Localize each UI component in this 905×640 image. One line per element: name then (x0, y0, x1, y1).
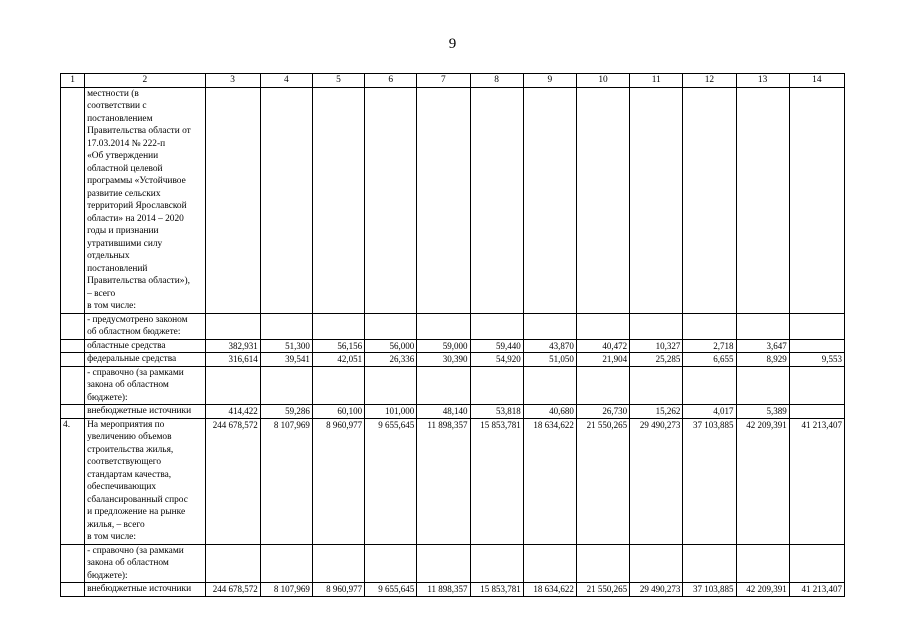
value-cell: 21,904 (576, 353, 629, 367)
description-line: утратившими силу (87, 238, 163, 249)
description-line: Правительства области»), (87, 276, 190, 286)
value-cell: 316,614 (205, 353, 260, 367)
description-line: обеспечивающих (87, 482, 157, 492)
value-cell: 59,440 (470, 339, 523, 353)
value-cell: 40,680 (523, 405, 576, 419)
value-cell: 42,051 (312, 353, 364, 367)
description-line: стандартам качества, (87, 469, 172, 480)
value-cell: 21 550,265 (576, 583, 629, 597)
row-number-cell (61, 353, 85, 367)
value-cell: 59,286 (260, 405, 312, 419)
description-line: – всего (87, 288, 116, 299)
description-line: годы и признании (87, 226, 159, 236)
column-number-cell: 5 (312, 74, 364, 88)
column-number-row (61, 74, 845, 88)
column-number-cell: 12 (683, 74, 736, 88)
total-value-cell: 11 898,357 (417, 418, 470, 544)
total-value-cell: 21 550,265 (576, 418, 629, 544)
value-cell: 9 655,645 (365, 583, 417, 597)
column-number-cell: 14 (789, 74, 844, 88)
description-line: постановлений (87, 263, 148, 274)
value-cell: 414,422 (205, 405, 260, 419)
value-cell: 43,870 (523, 339, 576, 353)
value-cell: 8 960,977 (312, 583, 364, 597)
description-line: соответствующего (87, 457, 162, 467)
column-number-cell: 4 (260, 74, 312, 88)
description-line: бюджете): (87, 392, 128, 403)
value-cell: 18 634,622 (523, 583, 576, 597)
section3-provided-row (61, 313, 845, 339)
federal-funds-row (61, 353, 845, 367)
value-cell: 6,655 (683, 353, 736, 367)
total-value-cell: 37 103,885 (683, 418, 736, 544)
section3-description (85, 87, 205, 313)
value-cell: 11 898,357 (417, 583, 470, 597)
value-cell: 30,390 (417, 353, 470, 367)
total-value-cell: 42 209,391 (736, 418, 789, 544)
description-line: программы «Устойчивое (87, 176, 186, 186)
extrabudget-sources-row (61, 405, 845, 419)
value-cell: 56,156 (312, 339, 364, 353)
value-cell: 40,472 (576, 339, 629, 353)
description-line: постановлением (87, 113, 153, 124)
row-number-cell (61, 583, 85, 597)
total-value-cell: 9 655,645 (365, 418, 417, 544)
column-number-cell: 10 (576, 74, 629, 88)
column-number-cell: 7 (417, 74, 470, 88)
value-cell: 56,000 (365, 339, 417, 353)
description-line: 17.03.2014 № 222-п (87, 138, 166, 149)
value-cell: 42 209,391 (736, 583, 789, 597)
description-line: сбалансированный спрос (87, 494, 188, 505)
total-value-cell: 29 490,273 (630, 418, 683, 544)
description-line: территорий Ярославской (87, 201, 187, 211)
description-line: закона об областном (87, 380, 169, 390)
description-line: «Об утверждении (87, 151, 159, 161)
value-cell: 60,100 (312, 405, 364, 419)
section4-total-row (61, 418, 845, 544)
row-number-cell: 4. (61, 418, 85, 544)
value-cell: 54,920 (470, 353, 523, 367)
value-cell: 2,718 (683, 339, 736, 353)
value-cell: 37 103,885 (683, 583, 736, 597)
value-cell: 3,647 (736, 339, 789, 353)
description-line: Правительства области от (87, 126, 191, 136)
description-line: отдельных (87, 251, 130, 261)
description-line: - предусмотрено законом (87, 314, 188, 325)
description-line: строительства жилья, (87, 444, 174, 455)
column-number-cell: 3 (205, 74, 260, 88)
value-cell: 41 213,407 (789, 583, 844, 597)
description-line: местности (в (87, 88, 139, 99)
column-number-cell: 11 (630, 74, 683, 88)
value-cell: 48,140 (417, 405, 470, 419)
value-cell: 29 490,273 (630, 583, 683, 597)
row-number-cell (61, 405, 85, 419)
value-cell: 5,389 (736, 405, 789, 419)
description-line: На мероприятия по (87, 419, 165, 430)
budget-table (60, 73, 845, 597)
value-cell: 39,541 (260, 353, 312, 367)
value-cell: 51,050 (523, 353, 576, 367)
value-cell: 382,931 (205, 339, 260, 353)
value-cell (789, 405, 844, 419)
extrabudget-sources-row (61, 583, 845, 597)
total-value-cell: 15 853,781 (470, 418, 523, 544)
value-cell: 8,929 (736, 353, 789, 367)
description-line: увеличению объемов (87, 432, 172, 442)
value-cell: 25,285 (630, 353, 683, 367)
page-number: 9 (448, 36, 457, 52)
value-cell: 244 678,572 (205, 583, 260, 597)
value-cell: 26,730 (576, 405, 629, 419)
reference-label (85, 366, 205, 405)
column-number-cell: 6 (365, 74, 417, 88)
column-number-cell: 2 (85, 74, 205, 88)
section4-description (85, 418, 205, 544)
section3-reference-row (61, 366, 845, 405)
row-label: внебюджетные источники (85, 583, 205, 597)
total-value-cell: 18 634,622 (523, 418, 576, 544)
value-cell: 10,327 (630, 339, 683, 353)
value-cell (789, 339, 844, 353)
description-line: в том числе: (87, 301, 136, 311)
description-line: жилья, – всего (87, 519, 145, 530)
row-label: внебюджетные источники (85, 405, 205, 419)
description-line: - справочно (за рамками (87, 545, 184, 556)
description-line: области» на 2014 – 2020 (87, 213, 184, 224)
provided-by-law-label (85, 313, 205, 339)
column-number-cell: 9 (523, 74, 576, 88)
description-line: соответствии с (87, 101, 147, 111)
value-cell: 101,000 (365, 405, 417, 419)
total-value-cell: 8 960,977 (312, 418, 364, 544)
column-number-cell: 8 (470, 74, 523, 88)
description-line: развитие сельских (87, 188, 161, 199)
total-value-cell: 41 213,407 (789, 418, 844, 544)
value-cell: 53,818 (470, 405, 523, 419)
description-line: в том числе: (87, 532, 136, 542)
row-label: областные средства (85, 339, 205, 353)
description-line: и предложение на рынке (87, 507, 186, 517)
value-cell: 51,300 (260, 339, 312, 353)
description-line: областной целевой (87, 163, 163, 174)
description-line: - справочно (за рамками (87, 367, 184, 378)
section3-description-row (61, 87, 845, 313)
value-cell: 8 107,969 (260, 583, 312, 597)
value-cell: 59,000 (417, 339, 470, 353)
value-cell: 4,017 (683, 405, 736, 419)
value-cell: 9,553 (789, 353, 844, 367)
column-number-cell: 1 (61, 74, 85, 88)
regional-funds-row (61, 339, 845, 353)
description-line: закона об областном (87, 558, 169, 568)
description-line: об областном бюджете: (87, 327, 181, 337)
reference-label (85, 544, 205, 583)
total-value-cell: 244 678,572 (205, 418, 260, 544)
section4-reference-row (61, 544, 845, 583)
value-cell: 15 853,781 (470, 583, 523, 597)
column-number-cell: 13 (736, 74, 789, 88)
value-cell: 15,262 (630, 405, 683, 419)
row-number-cell (61, 339, 85, 353)
value-cell: 26,336 (365, 353, 417, 367)
description-line: бюджете): (87, 570, 128, 581)
row-number-cell (61, 87, 85, 313)
row-label: федеральные средства (85, 353, 205, 367)
total-value-cell: 8 107,969 (260, 418, 312, 544)
